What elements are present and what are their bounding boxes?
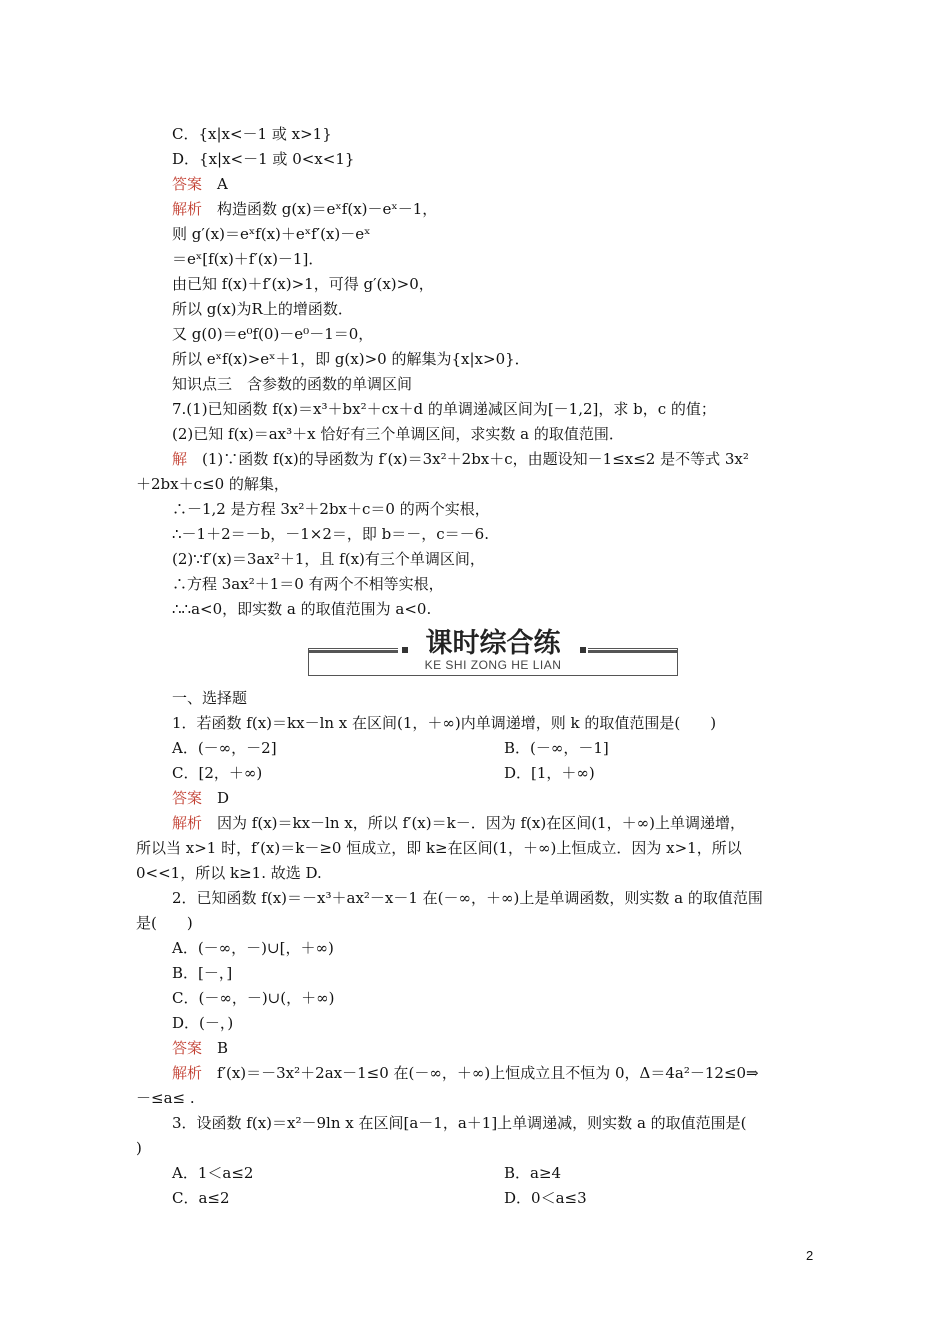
banner-rule-left [308, 650, 400, 653]
line-text: 1．若函数 f(x)＝kx－ln x 在区间(1，＋∞)内单调递增，则 k 的取值范围是( ) [172, 714, 717, 732]
text-line [172, 274, 434, 294]
text-line [172, 788, 229, 808]
text-line [172, 449, 749, 469]
label-red: 答案 [172, 789, 203, 807]
text-line [172, 988, 334, 1008]
label-red: 解 [172, 450, 188, 468]
text-line [136, 1138, 142, 1158]
text-line [172, 299, 353, 319]
line-text: B [202, 1039, 229, 1057]
text-line [136, 474, 289, 494]
line-text: ) [136, 1139, 142, 1157]
text-line [172, 599, 431, 619]
line-text: 又 g(0)＝e⁰f(0)－e⁰－1＝0， [172, 325, 374, 343]
line-text: 是( ) [136, 914, 193, 932]
text-line [504, 1163, 561, 1183]
line-text: A．(－∞，－2] [172, 739, 277, 757]
text-line [172, 1038, 228, 1058]
text-line [172, 1013, 233, 1033]
text-line [504, 1188, 587, 1208]
line-text: 所以 g(x)为R上的增函数． [172, 300, 353, 318]
label-red: 答案 [172, 175, 203, 193]
text-line [136, 838, 742, 858]
text-line [172, 524, 489, 544]
label-red: 解析 [172, 200, 203, 218]
text-line [172, 763, 262, 783]
text-line [172, 688, 247, 708]
line-text: D．[1，＋∞) [504, 764, 595, 782]
text-line [172, 224, 370, 244]
text-line [172, 1063, 759, 1083]
line-text: D．{x|x<－1 或 0<x<1} [172, 150, 355, 168]
text-line [504, 738, 609, 758]
text-line [172, 149, 354, 169]
text-line [504, 763, 595, 783]
text-line [172, 124, 332, 144]
line-text: 由已知 f(x)＋f′(x)>1，可得 g′(x)>0， [172, 275, 434, 293]
section-banner [308, 626, 680, 678]
text-line [172, 549, 485, 569]
line-text: 则 g′(x)＝eˣf(x)＋eˣf′(x)－eˣ [172, 225, 371, 243]
line-text: D．(－，) [172, 1014, 234, 1032]
line-text: ∴－1,2 是方程 3x²＋2bx＋c＝0 的两个实根， [172, 500, 490, 518]
line-text: ＝eˣ[f(x)＋f′(x)－1]． [172, 250, 324, 268]
line-text: 一、选择题 [172, 689, 248, 707]
line-text: (2)∵f′(x)＝3ax²＋1，且 f(x)有三个单调区间， [172, 550, 485, 568]
label-red: 解析 [172, 814, 203, 832]
banner-title: 课时综合练 [398, 626, 588, 662]
line-text: A．1＜a≤2 [172, 1164, 254, 1182]
text-line [172, 963, 232, 983]
text-line [136, 1088, 195, 1108]
line-text: 2．已知函数 f(x)＝－x³＋ax²－x－1 在(－∞，＋∞)上是单调函数，则实数 a 的取值范围 [172, 889, 763, 907]
line-text: 所以当 x>1 时，f′(x)＝k－≥0 恒成立，即 k≥在区间(1，＋∞)上恒成立．因为 x>1，所以 [136, 839, 742, 857]
banner-dot-left [402, 647, 408, 653]
text-line [172, 349, 530, 369]
line-text: (2)已知 f(x)＝ax³＋x 恰好有三个单调区间，求实数 a 的取值范围． [172, 425, 624, 443]
text-line [172, 1113, 747, 1133]
text-line [172, 324, 373, 344]
text-line [136, 913, 193, 933]
text-line [172, 713, 716, 733]
text-line [172, 938, 334, 958]
line-text: 7.(1)已知函数 f(x)＝x³＋bx²＋cx＋d 的单调递减区间为[－1,2]，求 b，c 的值； [172, 400, 716, 418]
banner-rule-right [586, 650, 678, 653]
line-text: D [202, 789, 230, 807]
line-text: 3．设函数 f(x)＝x²－9ln x 在区间[a－1，a＋1]上单调递减，则实数 a 的取值范围是( [172, 1114, 747, 1132]
text-line [136, 863, 322, 883]
banner-dot-right [580, 647, 586, 653]
line-text: ∴方程 3ax²＋1＝0 有两个不相等实根， [172, 575, 444, 593]
text-line [172, 813, 745, 833]
line-text: 0<<1，所以 k≥1. 故选 D. [136, 864, 322, 882]
line-text: 构造函数 g(x)＝eˣf(x)－eˣ－1， [202, 200, 438, 218]
line-text: ＋2bx＋c≤0 的解集， [136, 475, 289, 493]
line-text: C．{x|x<－1 或 x>1} [172, 125, 332, 143]
line-text: A．(－∞，－)∪[，＋∞) [172, 939, 334, 957]
banner-subtitle: KE SHI ZONG HE LIAN [424, 658, 562, 672]
line-text: A [202, 175, 228, 193]
line-text: D．0＜a≤3 [504, 1189, 587, 1207]
text-line [172, 374, 412, 394]
line-text: B．(－∞，－1] [504, 739, 609, 757]
line-text: －≤a≤ . [136, 1089, 195, 1107]
line-text: f′(x)＝－3x²＋2ax－1≤0 在(－∞，＋∞)上恒成立且不恒为 0，Δ＝4a²－12≤0⇒ [202, 1064, 759, 1082]
text-line [172, 424, 624, 444]
text-line [172, 199, 437, 219]
text-line [172, 174, 228, 194]
line-text: ∴∴a<0，即实数 a 的取值范围为 a<0. [172, 600, 432, 618]
line-text: 所以 eˣf(x)>eˣ＋1，即 g(x)>0 的解集为{x|x>0}． [172, 350, 530, 368]
page-number: 2 [806, 1248, 814, 1263]
text-line [172, 1163, 253, 1183]
text-line [172, 1188, 230, 1208]
text-line [172, 249, 323, 269]
line-text: C．[2，＋∞) [172, 764, 263, 782]
label-red: 答案 [172, 1039, 203, 1057]
text-line [172, 574, 444, 594]
line-text: 因为 f(x)＝kx－ln x，所以 f′(x)＝k－．因为 f(x)在区间(1，＋∞)上单调递增， [202, 814, 745, 832]
line-text: B．a≥4 [504, 1164, 562, 1182]
line-text: B．[－，] [172, 964, 233, 982]
label-red: 解析 [172, 1064, 203, 1082]
line-text: C．(－∞，－)∪(，＋∞) [172, 989, 335, 1007]
text-line [172, 499, 490, 519]
text-line [172, 738, 277, 758]
text-line [172, 888, 763, 908]
line-text: ∴－1＋2＝－b，－1×2＝，即 b＝－，c＝－6. [172, 525, 489, 543]
line-text: 知识点三 含参数的函数的单调区间 [172, 375, 413, 393]
line-text: (1)∵函数 f(x)的导函数为 f′(x)＝3x²＋2bx＋c，由题设知－1≤x≤2 是不等式 3x² [187, 450, 749, 468]
text-line [172, 399, 716, 419]
line-text: C．a≤2 [172, 1189, 230, 1207]
